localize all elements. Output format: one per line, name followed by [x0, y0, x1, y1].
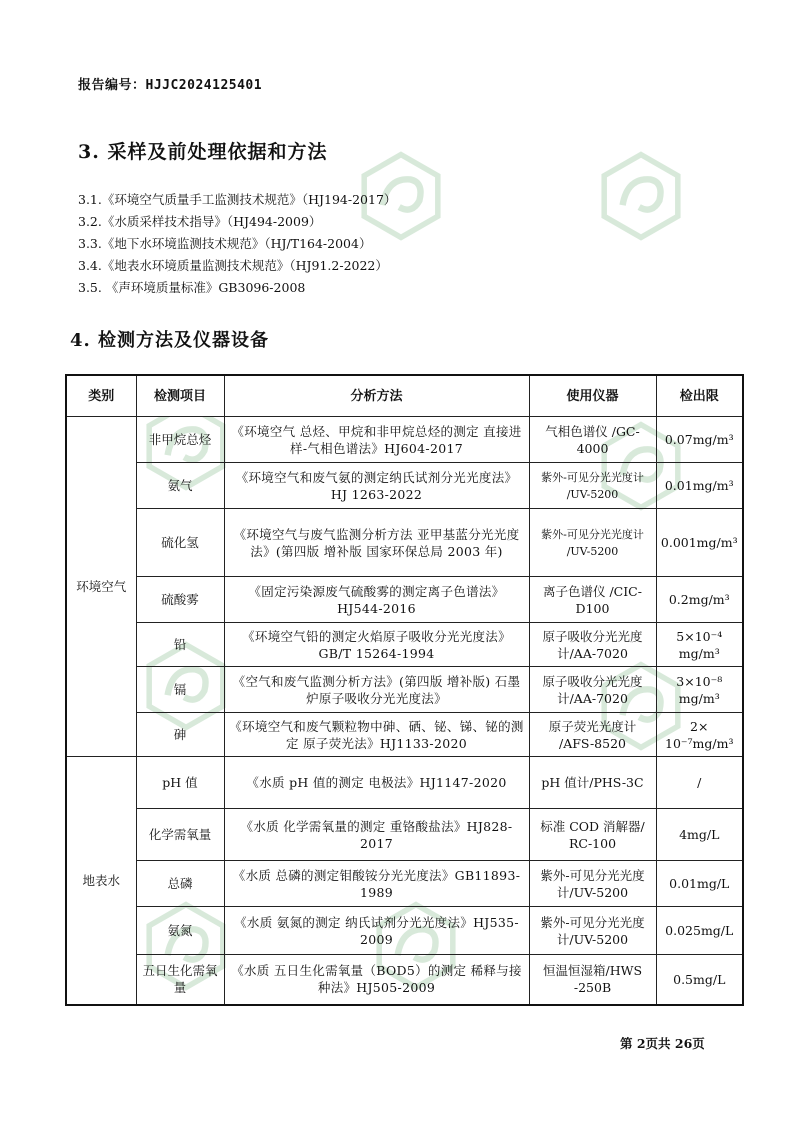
- table-row: [66, 809, 743, 861]
- item-cell: 砷: [136, 713, 224, 757]
- list-item: 3.3.《地下水环境监测技术规范》（HJ/T164-2004）: [78, 236, 372, 251]
- instrument-cell: 紫外-可见分光光度计/UV-5200: [529, 907, 656, 955]
- instrument-cell: 原子吸收分光光度计/AA-7020: [529, 667, 656, 713]
- method-cell: 《水质 总磷的测定钼酸铵分光光度法》GB11893-1989: [224, 861, 529, 907]
- table-row: [66, 623, 743, 667]
- method-cell: 《环境空气 总烃、甲烷和非甲烷总烃的测定 直接进样-气相色谱法》HJ604-2017: [224, 417, 529, 463]
- method-cell: 《水质 五日生化需氧量（BOD5）的测定 稀释与接种法》HJ505-2009: [224, 955, 529, 1005]
- table-row: [66, 861, 743, 907]
- method-cell: 《水质 氨氮的测定 纳氏试剂分光光度法》HJ535-2009: [224, 907, 529, 955]
- header-method: 分析方法: [224, 375, 529, 417]
- limit-cell: 4mg/L: [656, 809, 743, 861]
- methods-table: [65, 374, 744, 1006]
- method-cell: 《环境空气铅的测定火焰原子吸收分光光度法》GB/T 15264-1994: [224, 623, 529, 667]
- item-cell: 镉: [136, 667, 224, 713]
- limit-cell: 0.5mg/L: [656, 955, 743, 1005]
- table-row: [66, 667, 743, 713]
- item-cell: 五日生化需氧量: [136, 955, 224, 1005]
- limit-cell: 3×10⁻⁸ mg/m³: [656, 667, 743, 713]
- table-row: [66, 713, 743, 757]
- header-item: 检测项目: [136, 375, 224, 417]
- table-row: [66, 463, 743, 509]
- limit-cell: /: [656, 757, 743, 809]
- instrument-cell: 气相色谱仪 /GC-4000: [529, 417, 656, 463]
- section3-title: 3. 采样及前处理依据和方法: [78, 141, 328, 163]
- item-cell: 硫酸雾: [136, 577, 224, 623]
- method-cell: 《固定污染源废气硫酸雾的测定离子色谱法》HJ544-2016: [224, 577, 529, 623]
- limit-cell: 0.07mg/m³: [656, 417, 743, 463]
- table-row: [66, 417, 743, 463]
- header-instrument: 使用仪器: [529, 375, 656, 417]
- watermark-logo: [595, 150, 687, 246]
- limit-cell: 0.01mg/L: [656, 861, 743, 907]
- method-cell: 《环境空气和废气颗粒物中砷、硒、铋、锑、铋的测定 原子荧光法》HJ1133-2020: [224, 713, 529, 757]
- method-cell: 《环境空气与废气监测分析方法 亚甲基蓝分光光度法》(第四版 增补版 国家环保总局 2003 年): [224, 509, 529, 577]
- instrument-cell: 标准 COD 消解器/ RC-100: [529, 809, 656, 861]
- limit-cell: 0.01mg/m³: [656, 463, 743, 509]
- method-cell: 《环境空气和废气氨的测定纳氏试剂分光光度法》HJ 1263-2022: [224, 463, 529, 509]
- method-cell: 《空气和废气监测分析方法》(第四版 增补版) 石墨炉原子吸收分光光度法》: [224, 667, 529, 713]
- limit-cell: 0.2mg/m³: [656, 577, 743, 623]
- report-number: 报告编号：HJJC2024125401: [78, 78, 263, 93]
- item-cell: 硫化氢: [136, 509, 224, 577]
- section3-list: [78, 189, 396, 299]
- instrument-cell: 紫外-可见分光光度计 /UV-5200: [529, 463, 656, 509]
- instrument-cell: pH 值计/PHS-3C: [529, 757, 656, 809]
- header-category: 类别: [66, 375, 136, 417]
- item-cell: 总磷: [136, 861, 224, 907]
- list-item: 3.4.《地表水环境质量监测技术规范》（HJ91.2-2022）: [78, 258, 388, 273]
- item-cell: 化学需氧量: [136, 809, 224, 861]
- table-row: [66, 907, 743, 955]
- limit-cell: 2× 10⁻⁷mg/m³: [656, 713, 743, 757]
- instrument-cell: 原子吸收分光光度计/AA-7020: [529, 623, 656, 667]
- item-cell: 氨氮: [136, 907, 224, 955]
- company-logo-icon: [595, 150, 687, 242]
- item-cell: 铅: [136, 623, 224, 667]
- item-cell: pH 值: [136, 757, 224, 809]
- instrument-cell: 紫外-可见分光光度计 /UV-5200: [529, 509, 656, 577]
- limit-cell: 0.001mg/m³: [656, 509, 743, 577]
- item-cell: 非甲烷总烃: [136, 417, 224, 463]
- table-row: [66, 955, 743, 1005]
- limit-cell: 5×10⁻⁴ mg/m³: [656, 623, 743, 667]
- instrument-cell: 原子荧光光度计 /AFS-8520: [529, 713, 656, 757]
- item-cell: 氨气: [136, 463, 224, 509]
- table-row: [66, 577, 743, 623]
- method-cell: 《水质 化学需氧量的测定 重铬酸盐法》HJ828-2017: [224, 809, 529, 861]
- section4-title: 4. 检测方法及仪器设备: [70, 330, 270, 351]
- table-row: [66, 757, 743, 809]
- table-row: [66, 509, 743, 577]
- list-item: 3.1.《环境空气质量手工监测技术规范》（HJ194-2017）: [78, 192, 397, 207]
- list-item: 3.5. 《声环境质量标准》GB3096-2008: [78, 280, 306, 295]
- instrument-cell: 恒温恒湿箱/HWS -250B: [529, 955, 656, 1005]
- page-number: 第 2页共 26页: [620, 1036, 705, 1051]
- table-header-row: [66, 375, 743, 417]
- limit-cell: 0.025mg/L: [656, 907, 743, 955]
- instrument-cell: 紫外-可见分光光度计/UV-5200: [529, 861, 656, 907]
- category-cell: 地表水: [66, 757, 136, 1005]
- header-limit: 检出限: [656, 375, 743, 417]
- instrument-cell: 离子色谱仪 /CIC-D100: [529, 577, 656, 623]
- category-cell: 环境空气: [66, 417, 136, 757]
- list-item: 3.2.《水质采样技术指导》（HJ494-2009）: [78, 214, 322, 229]
- method-cell: 《水质 pH 值的测定 电极法》HJ1147-2020: [224, 757, 529, 809]
